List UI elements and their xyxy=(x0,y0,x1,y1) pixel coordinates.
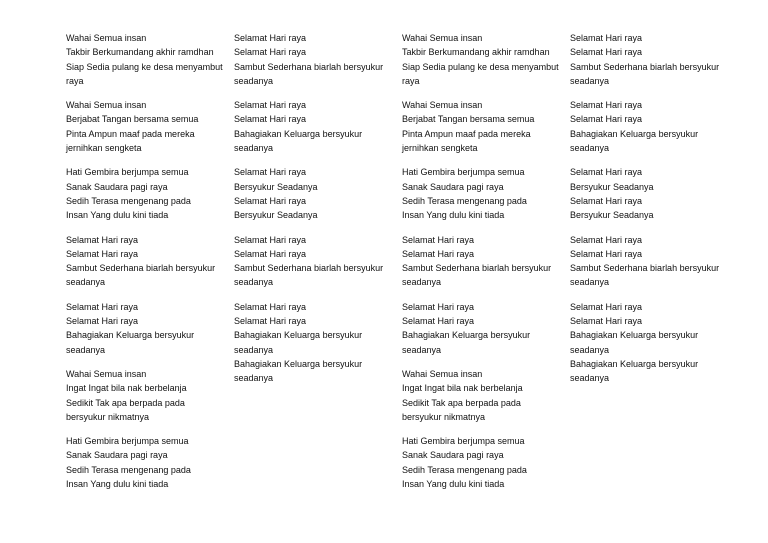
lyric-line: Sambut Sederhana biarlah bersyukur seadanya xyxy=(402,263,552,288)
stanza xyxy=(402,367,562,424)
lyric-line: Sedih Terasa mengenang pada xyxy=(66,464,191,475)
lyric-line: Hati Gembira berjumpa semua xyxy=(66,436,189,447)
lyric-line: Selamat Hari raya xyxy=(570,195,643,206)
stanza xyxy=(234,165,394,222)
lyric-line: Selamat Hari raya xyxy=(570,234,643,245)
lyric-line: Insan Yang dulu kini tiada xyxy=(402,210,505,221)
lyric-line: Selamat Hari raya xyxy=(234,316,307,327)
lyric-line: Selamat Hari raya xyxy=(570,114,643,125)
lyric-line: Insan Yang dulu kini tiada xyxy=(402,479,505,490)
lyric-line: Bahagiakan Keluarga bersyukur seadanya xyxy=(234,128,363,154)
lyric-line: Selamat Hari raya xyxy=(570,167,643,178)
lyric-line: Sanak Saudara pagi raya xyxy=(66,181,168,192)
stanza xyxy=(402,98,562,155)
lyric-line: Selamat Hari raya xyxy=(234,195,307,206)
stanza xyxy=(66,31,226,88)
lyric-line: Bahagiakan Keluarga bersyukur seadanya xyxy=(570,330,699,355)
lyric-line: Sambut Sederhana biarlah bersyukur seadanya xyxy=(66,263,216,288)
lyric-line: Bahagiakan Keluarga bersyukur seadanya xyxy=(570,358,699,384)
lyric-line: Wahai Semua insan xyxy=(66,100,147,111)
lyric-line: Hati Gembira berjumpa semua xyxy=(402,436,525,447)
stanza xyxy=(570,98,730,155)
lyric-line: Selamat Hari raya xyxy=(570,47,643,58)
stanza xyxy=(234,233,394,290)
lyric-line: Takbir Berkumandang akhir ramdhan xyxy=(66,47,214,58)
lyric-line: Sambut Sederhana biarlah bersyukur seadanya xyxy=(570,61,720,86)
lyric-line: Selamat Hari raya xyxy=(570,248,643,259)
lyric-line: Sedikit Tak apa berpada pada bersyukur nikmatnya xyxy=(66,397,185,422)
lyric-line: Selamat Hari raya xyxy=(570,100,643,111)
lyric-line: Selamat Hari raya xyxy=(234,47,307,58)
lyric-line: Bersyukur Seadanya xyxy=(570,181,654,192)
lyric-line: Wahai Semua insan xyxy=(402,33,483,43)
lyric-line: Bahagiakan Keluarga bersyukur seadanya xyxy=(570,128,699,154)
lyric-line: Sambut Sederhana biarlah bersyukur seadanya xyxy=(234,61,384,86)
lyric-line: Selamat Hari raya xyxy=(234,33,307,43)
stanza xyxy=(66,165,226,222)
lyric-line: Sanak Saudara pagi raya xyxy=(402,181,504,192)
lyric-line: Hati Gembira berjumpa semua xyxy=(66,167,189,178)
stanza xyxy=(66,367,226,424)
lyric-line: Bersyukur Seadanya xyxy=(234,181,318,192)
lyric-line: Wahai Semua insan xyxy=(402,368,483,379)
lyrics-column-1 xyxy=(66,31,226,501)
lyric-line: Sambut Sederhana biarlah bersyukur seadanya xyxy=(570,263,720,288)
lyric-line: Wahai Semua insan xyxy=(66,33,147,43)
lyric-line: Selamat Hari raya xyxy=(234,248,307,259)
lyric-line: Sedikit Tak apa berpada pada bersyukur nikmatnya xyxy=(402,397,521,422)
stanza xyxy=(570,31,730,88)
lyric-line: Selamat Hari raya xyxy=(234,234,307,245)
lyric-line: Siap Sedia pulang ke desa menyambut raya xyxy=(66,61,223,86)
stanza xyxy=(402,300,562,357)
lyric-line: Bersyukur Seadanya xyxy=(570,210,654,221)
lyric-line: Siap Sedia pulang ke desa menyambut raya xyxy=(402,61,559,86)
lyric-line: Selamat Hari raya xyxy=(66,301,139,312)
lyric-line: Pinta Ampun maaf pada mereka jernihkan sengketa xyxy=(402,128,531,154)
lyric-line: Takbir Berkumandang akhir ramdhan xyxy=(402,47,550,58)
lyric-line: Selamat Hari raya xyxy=(234,100,307,111)
lyric-line: Selamat Hari raya xyxy=(66,234,139,245)
stanza xyxy=(234,31,394,88)
lyric-line: Sanak Saudara pagi raya xyxy=(402,450,504,461)
lyric-line: Insan Yang dulu kini tiada xyxy=(66,479,169,490)
stanza xyxy=(570,300,730,386)
lyric-line: Wahai Semua insan xyxy=(402,100,483,111)
lyric-line: Bersyukur Seadanya xyxy=(234,210,318,221)
stanza xyxy=(402,434,562,491)
lyric-line: Bahagiakan Keluarga bersyukur seadanya xyxy=(234,330,363,355)
lyric-line: Selamat Hari raya xyxy=(234,114,307,125)
stanza xyxy=(402,165,562,222)
lyric-line: Selamat Hari raya xyxy=(402,301,475,312)
lyric-line: Sanak Saudara pagi raya xyxy=(66,450,168,461)
lyrics-column-3 xyxy=(402,31,562,501)
lyric-line: Bahagiakan Keluarga bersyukur seadanya xyxy=(66,330,195,355)
stanza xyxy=(234,98,394,155)
lyric-line: Hati Gembira berjumpa semua xyxy=(402,167,525,178)
lyrics-column-4 xyxy=(570,31,730,396)
lyric-line: Berjabat Tangan bersama semua xyxy=(402,114,535,125)
lyrics-column-2 xyxy=(234,31,394,396)
lyric-line: Bahagiakan Keluarga bersyukur seadanya xyxy=(402,330,531,355)
lyric-line: Insan Yang dulu kini tiada xyxy=(66,210,169,221)
lyric-line: Wahai Semua insan xyxy=(66,368,147,379)
stanza xyxy=(402,31,562,88)
stanza xyxy=(66,98,226,155)
stanza xyxy=(402,233,562,290)
stanza xyxy=(570,233,730,290)
lyric-line: Selamat Hari raya xyxy=(234,167,307,178)
lyric-line: Berjabat Tangan bersama semua xyxy=(66,114,199,125)
stanza xyxy=(570,165,730,222)
stanza xyxy=(66,434,226,491)
lyric-line: Sedih Terasa mengenang pada xyxy=(66,195,191,206)
lyric-line: Selamat Hari raya xyxy=(234,301,307,312)
lyric-line: Selamat Hari raya xyxy=(402,234,475,245)
lyric-line: Selamat Hari raya xyxy=(570,33,643,43)
lyric-line: Ingat Ingat bila nak berbelanja xyxy=(402,383,523,394)
stanza xyxy=(234,300,394,386)
lyric-line: Ingat Ingat bila nak berbelanja xyxy=(66,383,187,394)
lyric-line: Selamat Hari raya xyxy=(402,316,475,327)
lyric-line: Selamat Hari raya xyxy=(66,316,139,327)
stanza xyxy=(66,300,226,357)
lyric-line: Selamat Hari raya xyxy=(66,248,139,259)
lyric-line: Sambut Sederhana biarlah bersyukur seadanya xyxy=(234,263,384,288)
lyric-line: Bahagiakan Keluarga bersyukur seadanya xyxy=(234,358,363,384)
lyric-line: Selamat Hari raya xyxy=(570,301,643,312)
lyric-line: Sedih Terasa mengenang pada xyxy=(402,464,527,475)
lyric-line: Selamat Hari raya xyxy=(570,316,643,327)
lyric-line: Pinta Ampun maaf pada mereka jernihkan sengketa xyxy=(66,128,195,154)
lyric-line: Selamat Hari raya xyxy=(402,248,475,259)
stanza xyxy=(66,233,226,290)
lyric-line: Sedih Terasa mengenang pada xyxy=(402,195,527,206)
